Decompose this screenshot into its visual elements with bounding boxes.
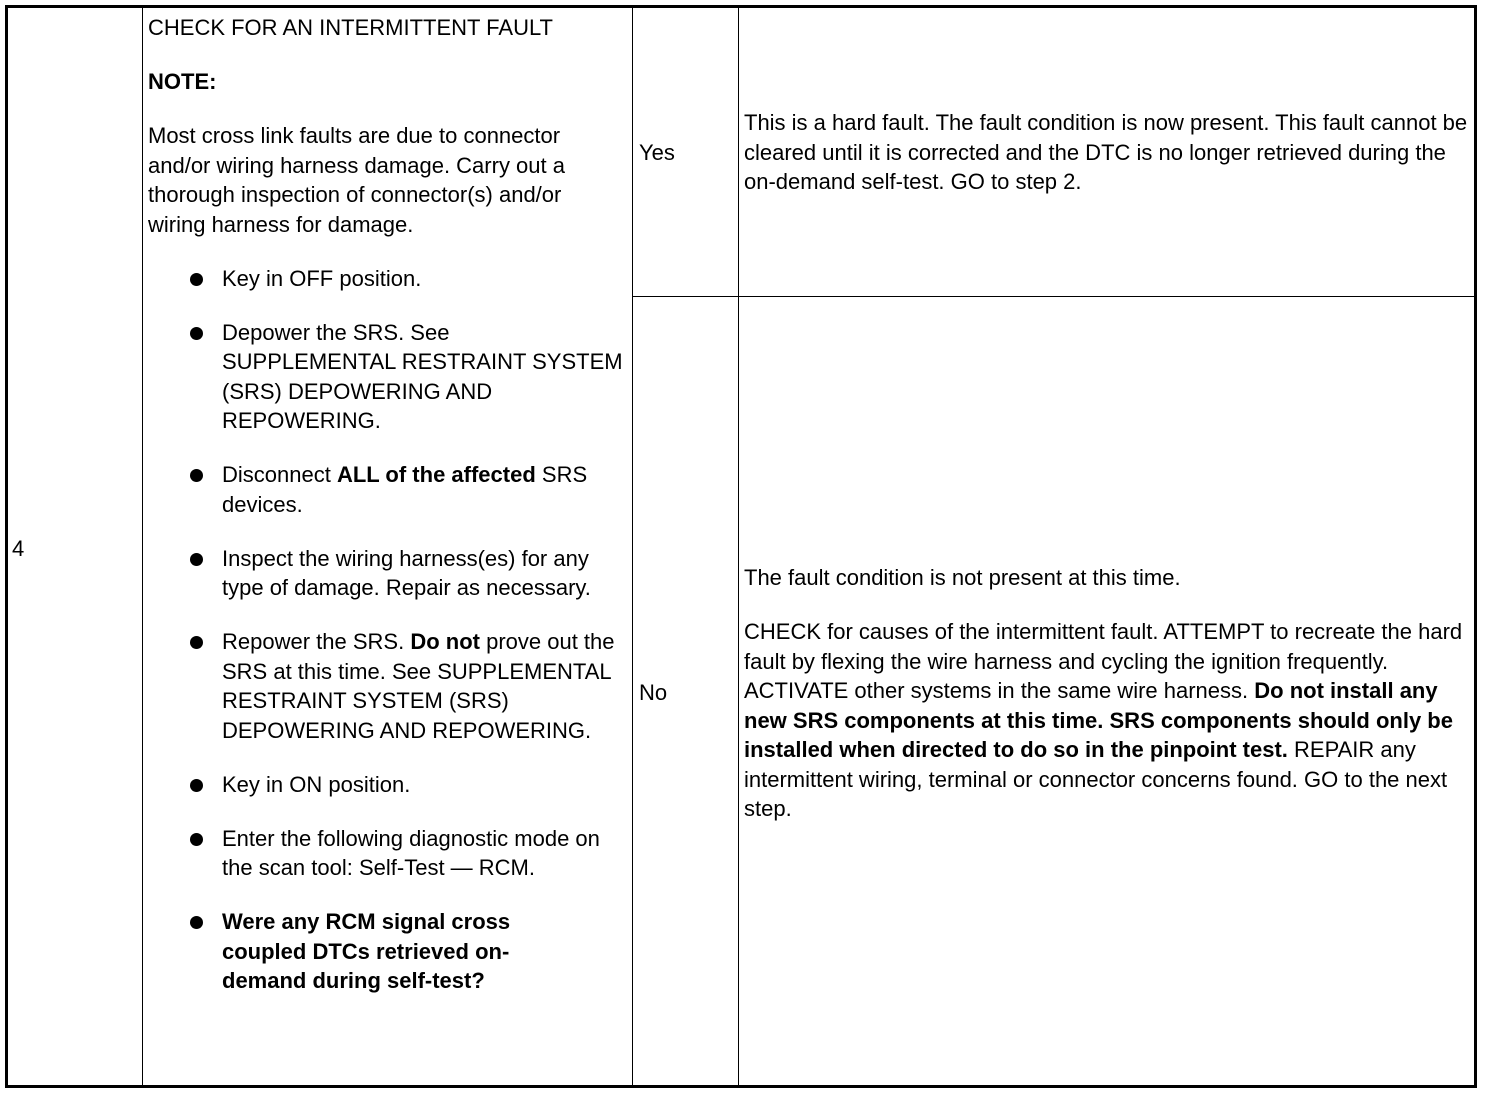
- step-item-question: [148, 907, 623, 996]
- step-item: [148, 544, 623, 603]
- answer-no-result: [744, 563, 1474, 824]
- note-body: Most cross link faults are due to connector and/or wiring harness damage. Carry out a thorough inspection of connector(s) and/or wiring harness for damage.: [148, 123, 565, 237]
- step-item: [148, 264, 623, 294]
- step-question: Were any RCM signal cross coupled DTCs retrieved on-demand during self-test?: [222, 909, 511, 993]
- no-result-text: CHECK for causes of the intermittent fault. ATTEMPT to recreate the hard fault by flexing the wire harness and cycling the ignition frequently. ACTIVATE other systems in the same wire harness.: [744, 619, 1463, 703]
- column-divider-step: [142, 5, 143, 1088]
- step-text: Key in OFF position.: [222, 265, 422, 291]
- bullet-icon: [190, 469, 203, 482]
- step-item: [148, 770, 623, 800]
- bullet-icon: [190, 553, 203, 566]
- no-result-paragraph: [744, 617, 1474, 824]
- step-text: SRS devices.: [222, 462, 588, 517]
- step-number: 4: [12, 536, 25, 561]
- no-result-warning: Do not install any new SRS components at this time. SRS components should only be installed when directed to do so in the pinpoint test.: [744, 678, 1453, 762]
- bullet-icon: [190, 327, 203, 340]
- answer-no-label: No: [639, 680, 668, 705]
- no-result-paragraph: The fault condition is not present at this time.: [744, 565, 1181, 590]
- step-item: [148, 460, 623, 519]
- row-divider-yes-no: [632, 296, 1477, 297]
- bullet-icon: [190, 636, 203, 649]
- step-text: Inspect the wiring harness(es) for any type of damage. Repair as necessary.: [222, 545, 591, 600]
- step-text: Key in ON position.: [222, 771, 411, 797]
- column-divider-answer: [738, 5, 739, 1088]
- step-text: prove out the SRS at this time. See SUPPLEMENTAL RESTRAINT SYSTEM (SRS) DEPOWERING AND REPOWERING.: [222, 629, 615, 743]
- step-item: [148, 627, 623, 745]
- procedure-title: CHECK FOR AN INTERMITTENT FAULT: [148, 15, 553, 40]
- procedure-cell: [148, 13, 623, 996]
- bullet-icon: [190, 779, 203, 792]
- bullet-icon: [190, 916, 203, 929]
- answer-yes-label: Yes: [639, 140, 675, 165]
- step-text: Depower the SRS. See SUPPLEMENTAL RESTRAINT SYSTEM (SRS) DEPOWERING AND REPOWERING.: [222, 319, 623, 433]
- bullet-icon: [190, 273, 203, 286]
- column-divider-procedure: [632, 5, 633, 1088]
- answer-yes-result: This is a hard fault. The fault condition is now present. This fault cannot be cleared until it is corrected and the DTC is no longer retrieved during the on-demand self-test. GO to step 2.: [744, 110, 1468, 194]
- step-item: [148, 318, 623, 436]
- step-item: [148, 824, 623, 883]
- step-emphasis: Do not: [410, 629, 480, 654]
- note-label: NOTE:: [148, 69, 217, 94]
- step-text: Enter the following diagnostic mode on the scan tool: Self-Test — RCM.: [222, 825, 600, 880]
- procedure-steps: [148, 264, 623, 996]
- step-text: Repower the SRS.: [222, 629, 411, 654]
- no-result-text: REPAIR any intermittent wiring, terminal or connector concerns found. GO to the next step.: [744, 737, 1448, 821]
- bullet-icon: [190, 833, 203, 846]
- step-emphasis: ALL of the affected: [336, 462, 536, 487]
- step-text: Disconnect: [222, 462, 337, 487]
